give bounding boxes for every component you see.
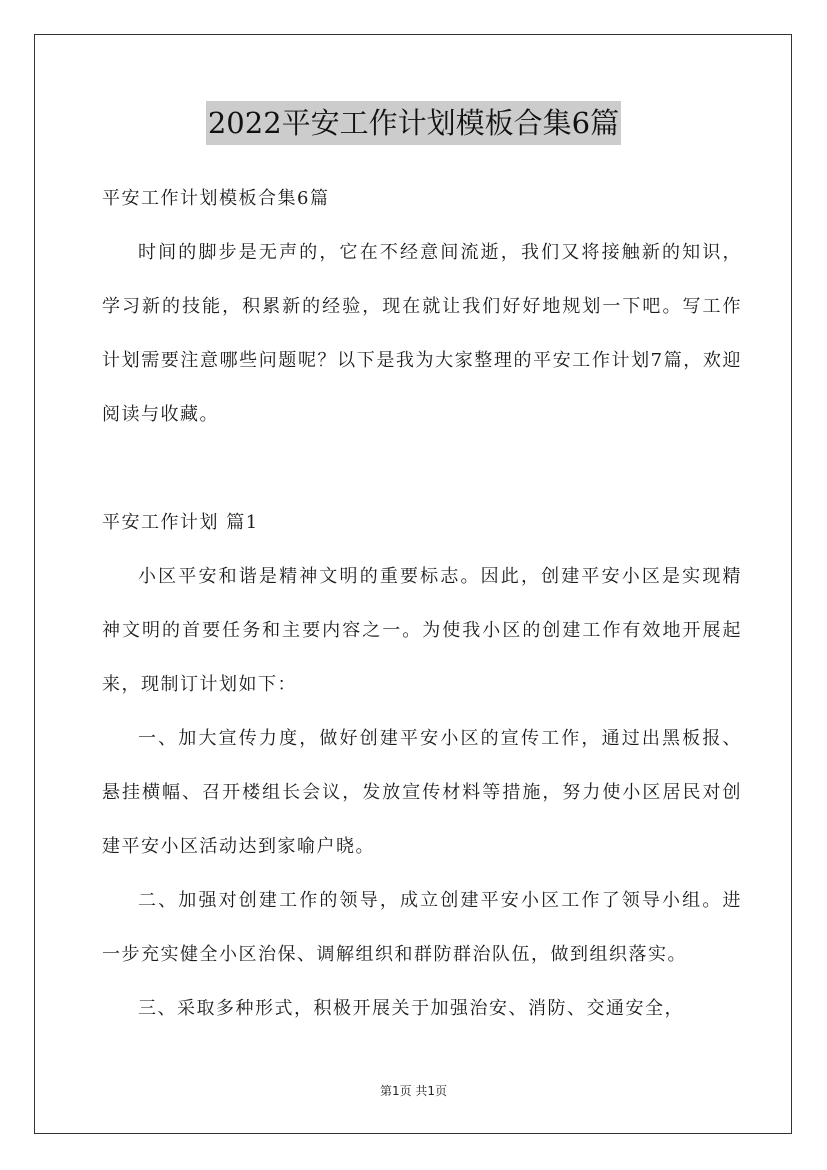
section-heading: 平安工作计划 篇1	[102, 512, 259, 533]
body-paragraph: 一、加大宣传力度，做好创建平安小区的宣传工作，通过出黑板报、悬挂横幅、召开楼组长会议，发放宣传材料等措施，努力使小区居民对创建平安小区活动达到家喻户晓。	[102, 728, 742, 857]
body-paragraph: 小区平安和谐是精神文明的重要标志。因此，创建平安小区是实现精神文明的首要任务和主要内容之一。为使我小区的创建工作有效地开展起来，现制订计划如下：	[102, 566, 742, 695]
body-paragraph: 三、采取多种形式，积极开展关于加强治安、消防、交通安全，	[138, 998, 684, 1019]
intro-paragraph: 时间的脚步是无声的，它在不经意间流逝，我们又将接触新的知识，学习新的技能，积累新的经验，现在就让我们好好地规划一下吧。写工作计划需要注意哪些问题呢？以下是我为大家整理的平安工作计划7篇，欢迎阅读与收藏。	[102, 242, 742, 425]
document-title	[0, 100, 827, 145]
body-paragraph: 二、加强对创建工作的领导，成立创建平安小区工作了领导小组。进一步充实健全小区治保、调解组织和群防群治队伍，做到组织落实。	[102, 890, 742, 965]
page-footer: 第1页 共1页	[379, 1084, 448, 1098]
document-body	[102, 172, 742, 1036]
blank-line	[102, 442, 742, 496]
document-title-text: 2022平安工作计划模板合集6篇	[206, 101, 621, 145]
subtitle-paragraph: 平安工作计划模板合集6篇	[102, 188, 330, 209]
